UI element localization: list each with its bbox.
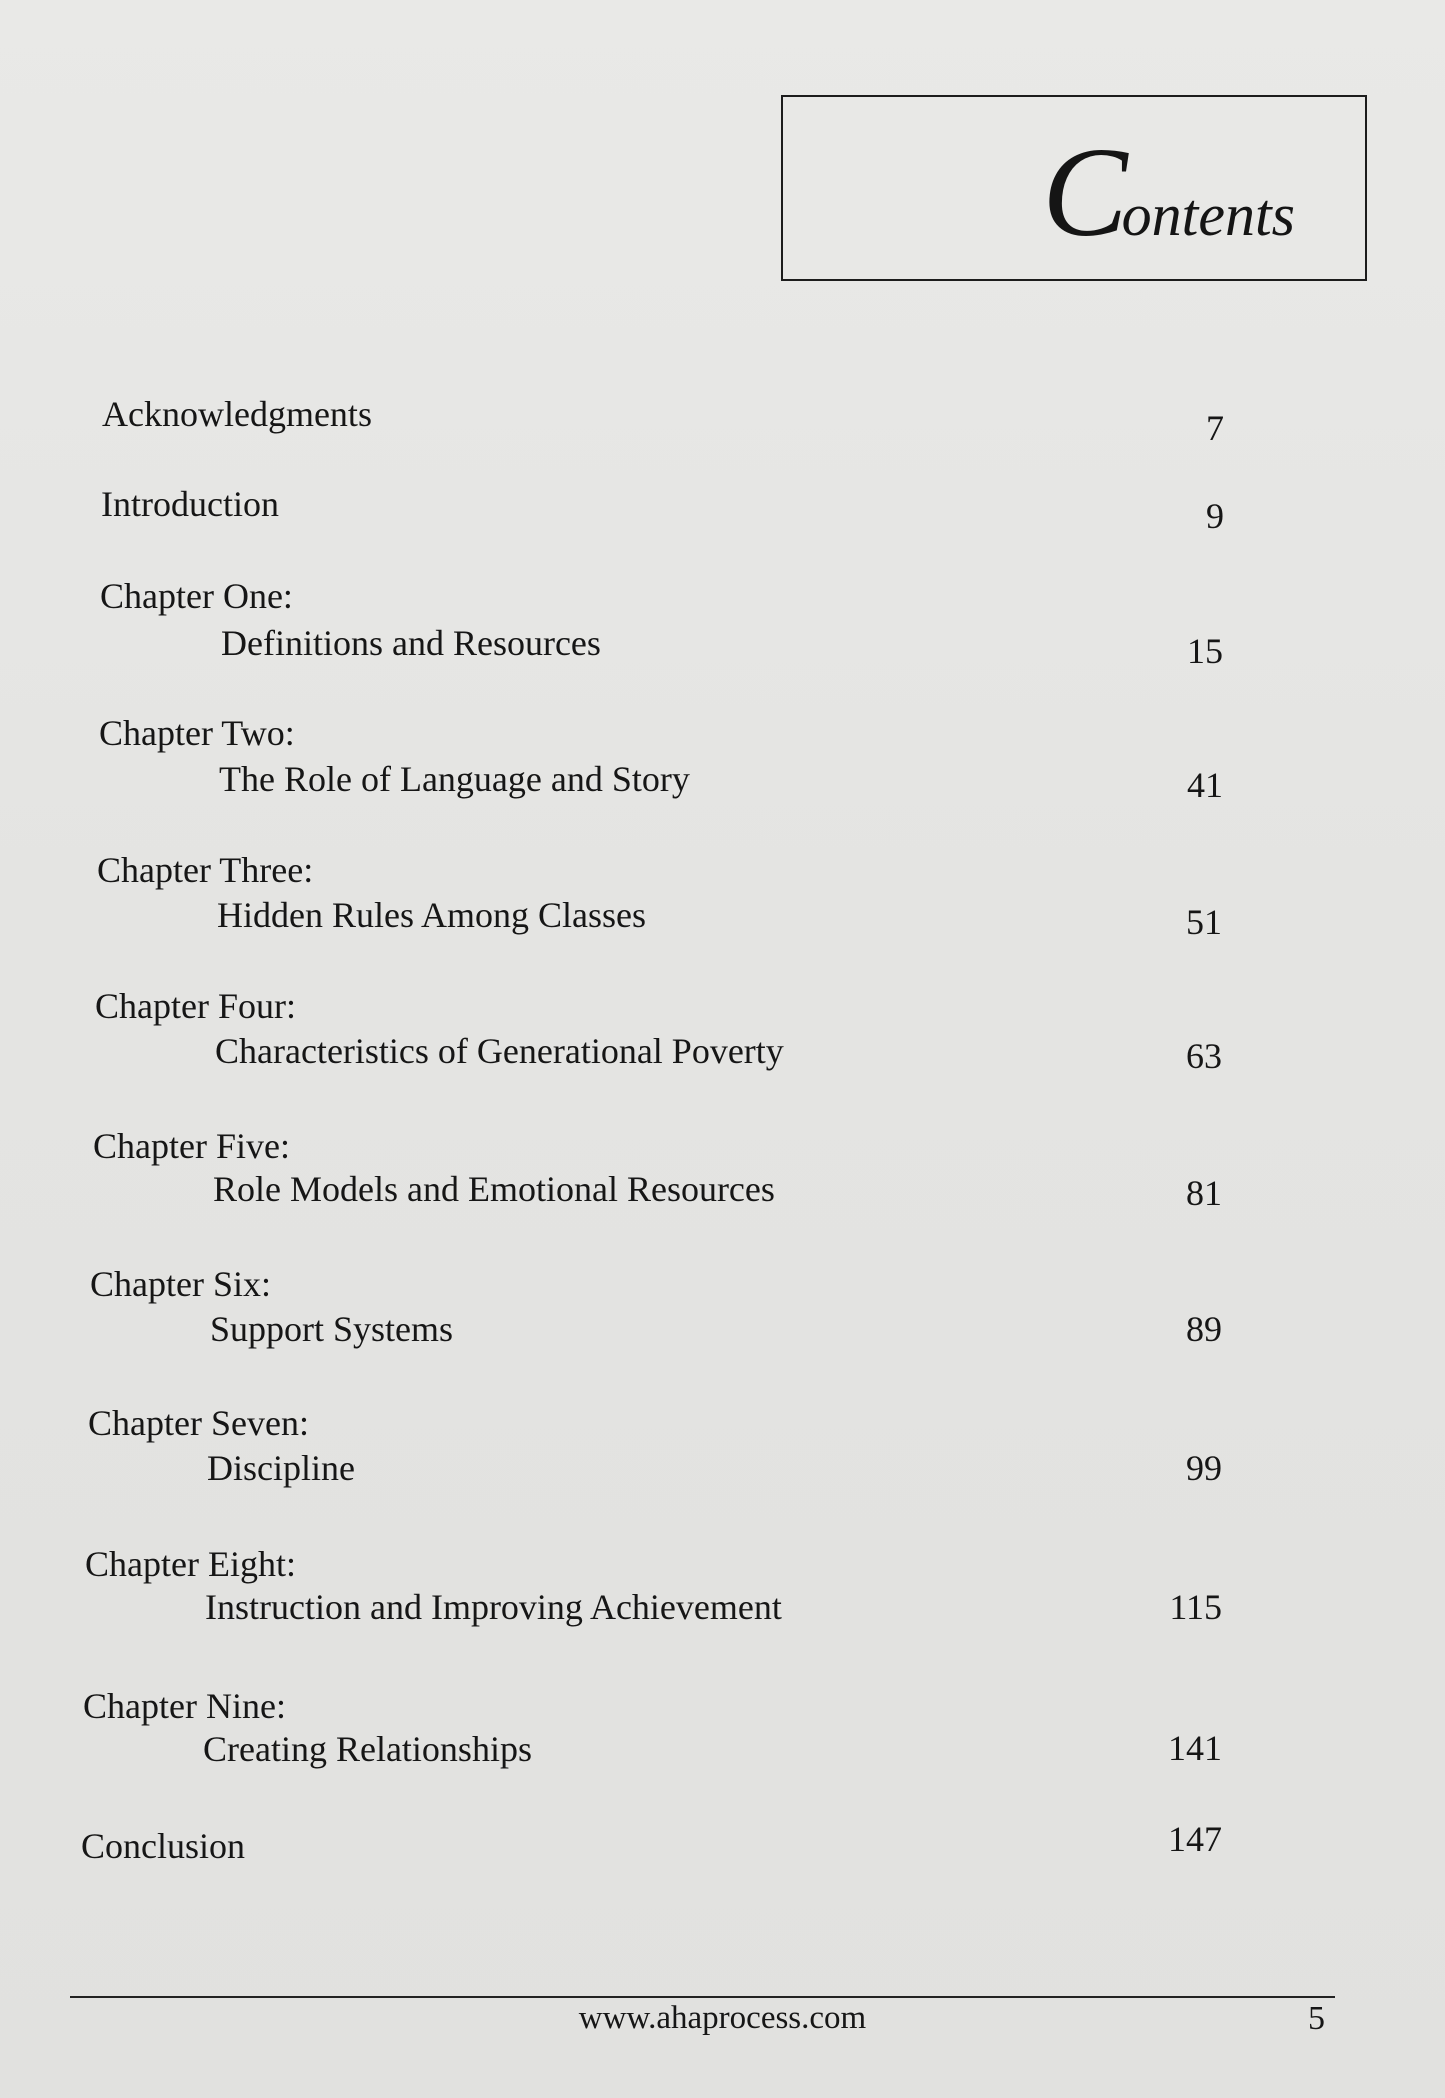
- toc-entry-subtitle: Instruction and Improving Achievement: [205, 1587, 782, 1627]
- toc-entry-page: 7: [1206, 408, 1224, 448]
- toc-entry-subtitle: Support Systems: [210, 1309, 454, 1349]
- toc-entry-title: Chapter Eight:: [85, 1544, 296, 1584]
- toc-entry-subtitle: Characteristics of Generational Poverty: [215, 1031, 784, 1071]
- toc-entry-page: 115: [1169, 1587, 1222, 1627]
- toc-entry-subtitle: Creating Relationships: [203, 1729, 532, 1769]
- toc-entry-page: 51: [1186, 902, 1222, 942]
- toc-entry-page: 41: [1187, 765, 1223, 805]
- toc-entry-page: 15: [1187, 631, 1223, 671]
- toc-entry-page: 141: [1168, 1728, 1222, 1768]
- page-number: 5: [1308, 2000, 1325, 2037]
- title-rest: ontents: [1121, 182, 1295, 248]
- toc-entry-title: Chapter Two:: [99, 713, 295, 753]
- toc-entry-page: 147: [1168, 1819, 1222, 1859]
- footer-url: www.ahaprocess.com: [578, 2000, 867, 2036]
- toc-entry-subtitle: The Role of Language and Story: [219, 759, 690, 799]
- toc-entry-subtitle: Definitions and Resources: [221, 623, 601, 663]
- toc-entry-title: Chapter Five:: [93, 1126, 290, 1166]
- toc-entry-page: 63: [1186, 1036, 1222, 1076]
- toc-entry-title: Conclusion: [81, 1826, 246, 1866]
- toc-entry-subtitle: Discipline: [207, 1448, 355, 1488]
- toc-entry-page: 9: [1206, 496, 1224, 536]
- toc-entry-page: 81: [1186, 1173, 1222, 1213]
- toc-entry-page: 99: [1186, 1448, 1222, 1488]
- toc-entry-title: Chapter Three:: [97, 850, 314, 890]
- toc-entry-title: Chapter Six:: [90, 1264, 271, 1304]
- title-initial: C: [1042, 121, 1128, 263]
- toc-entry-title: Chapter One:: [100, 576, 293, 616]
- toc-entry-page: 89: [1186, 1309, 1222, 1349]
- footer-rule: [70, 1996, 1335, 1998]
- toc-entry-title: Introduction: [101, 484, 279, 524]
- toc-entry-subtitle: Hidden Rules Among Classes: [217, 895, 646, 935]
- toc-entry-subtitle: Role Models and Emotional Resources: [213, 1169, 775, 1209]
- toc-entry-title: Acknowledgments: [102, 394, 372, 434]
- toc-entry-title: Chapter Nine:: [83, 1686, 286, 1726]
- toc-entry-title: Chapter Four:: [95, 986, 296, 1026]
- toc-entry-title: Chapter Seven:: [88, 1403, 309, 1443]
